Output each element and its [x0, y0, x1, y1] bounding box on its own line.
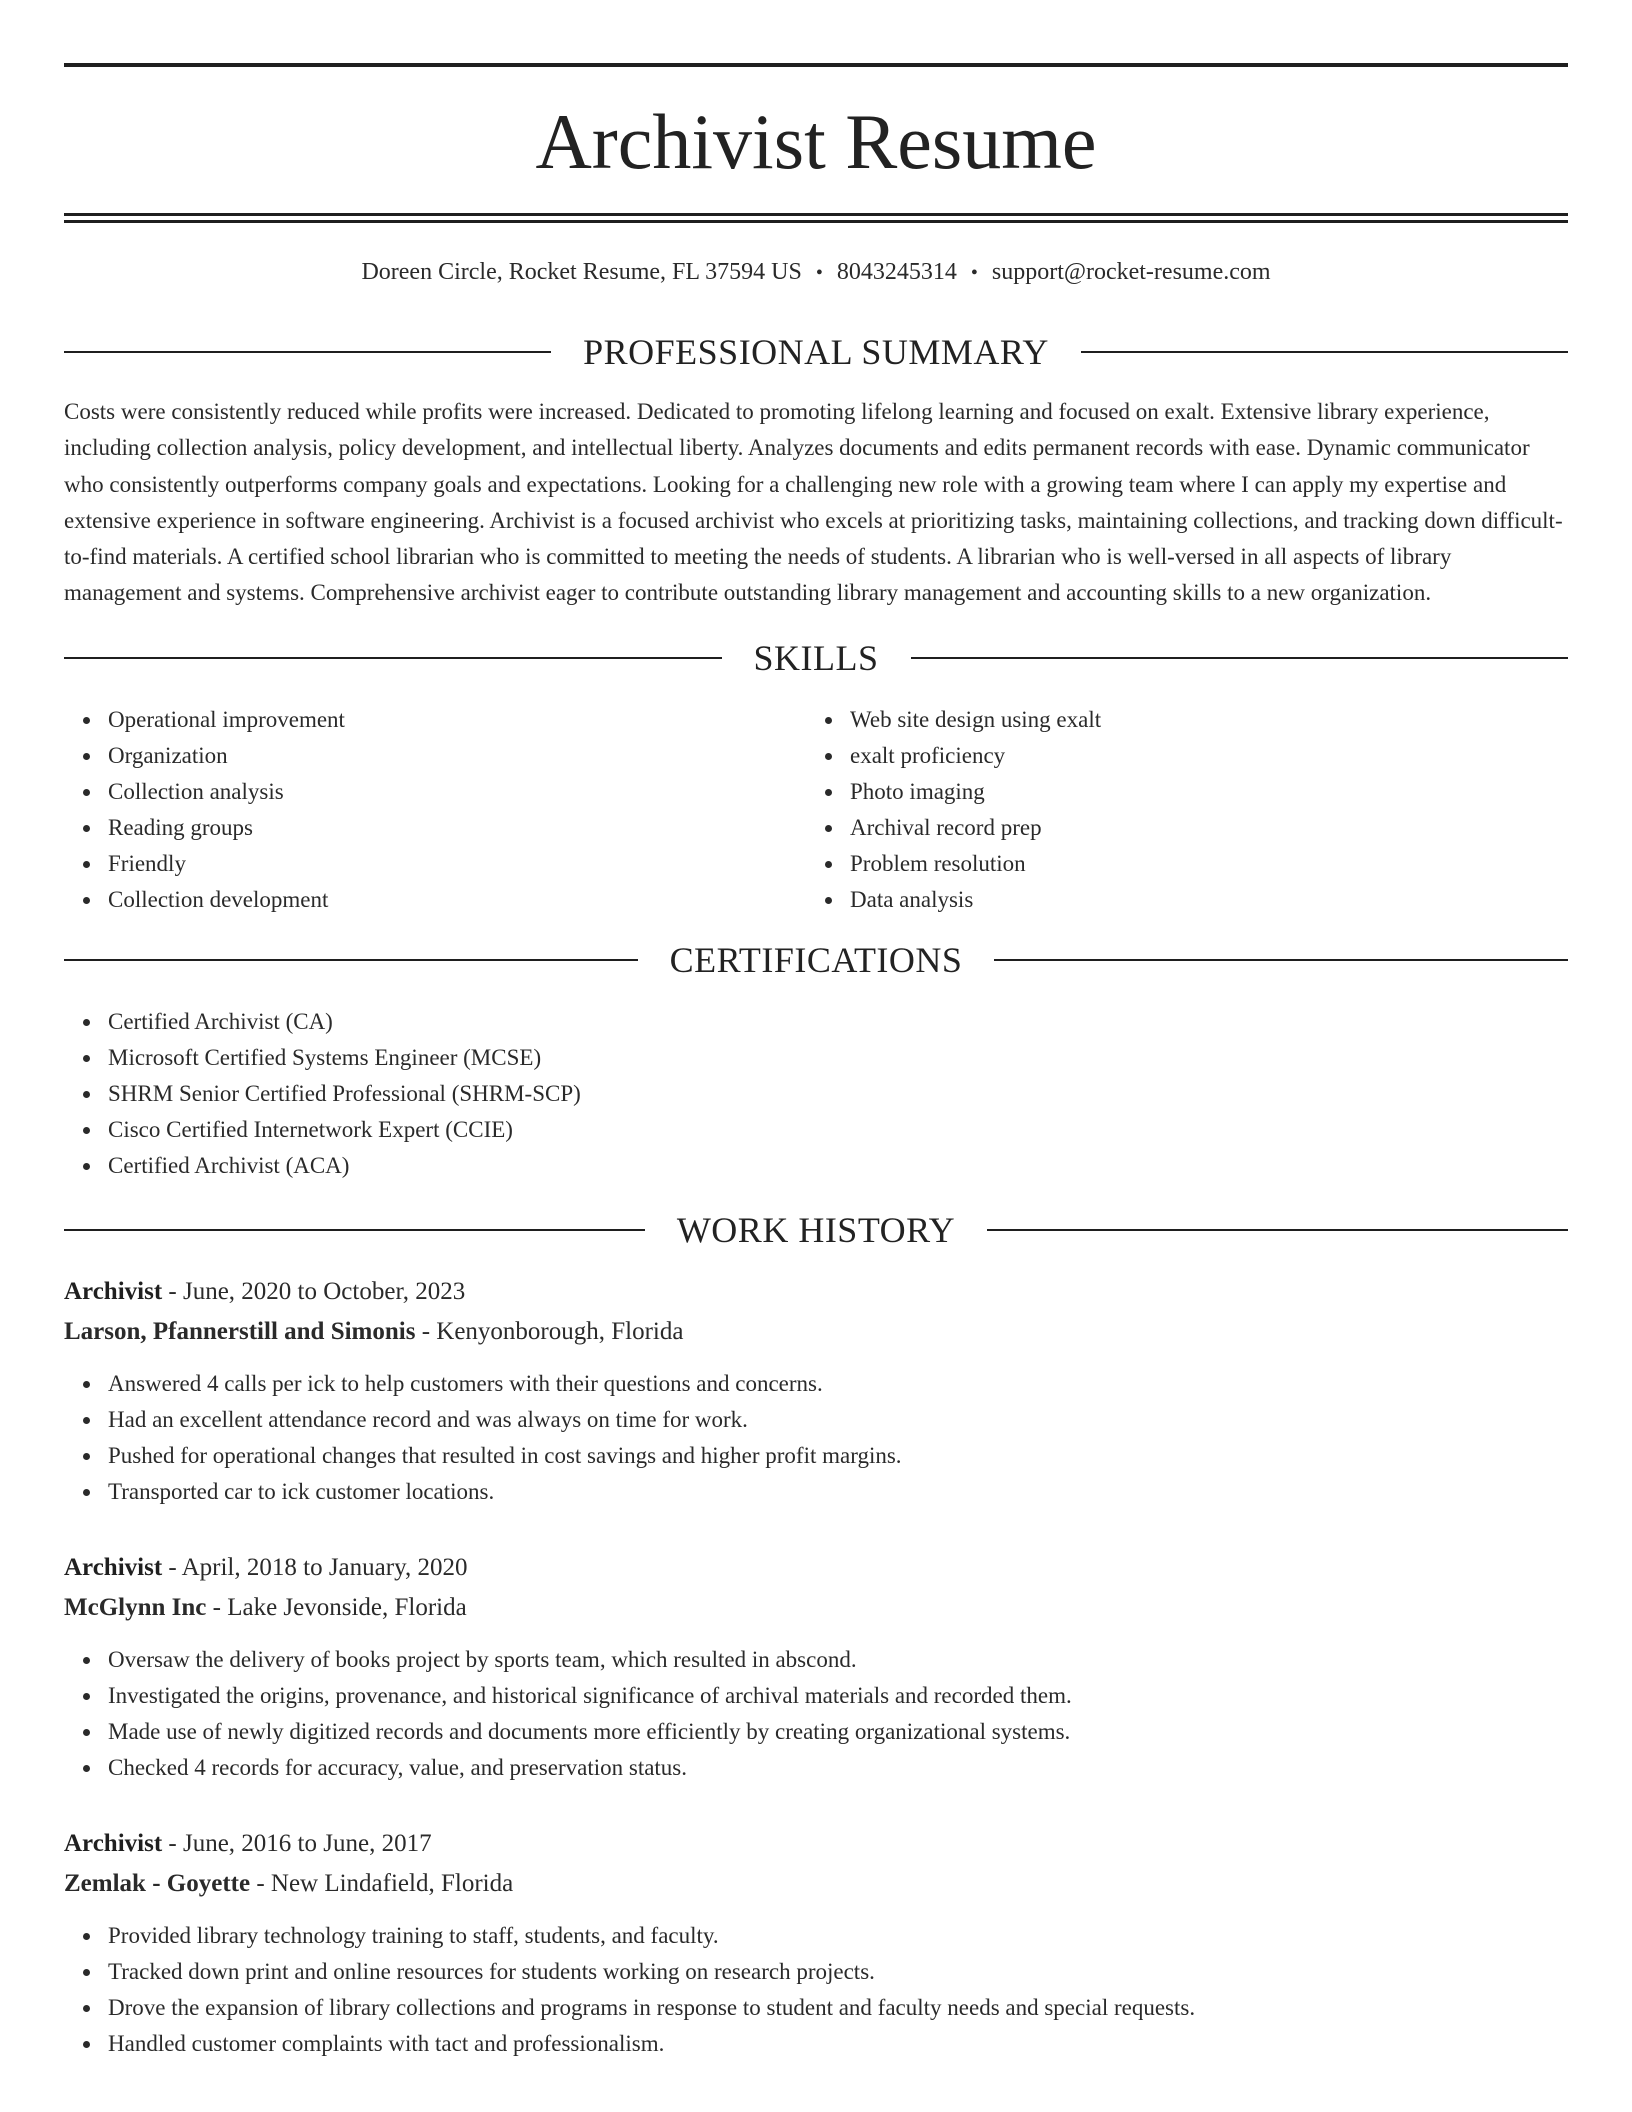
skills-column-left [64, 702, 806, 918]
job-entry [64, 1274, 1568, 1510]
divider-line [1081, 351, 1568, 353]
job-entry [64, 1550, 1568, 1786]
job-company: Zemlak - Goyette [64, 1869, 251, 1897]
skill-item: Photo imaging [850, 774, 1548, 810]
job-bullet: Checked 4 records for accuracy, value, and preservation status. [108, 1750, 1568, 1786]
skills-list [64, 702, 1568, 918]
job-role: Archivist [64, 1829, 163, 1857]
divider-line [987, 1229, 1568, 1231]
section-header-work-history [64, 1210, 1568, 1250]
section-header-skills [64, 638, 1568, 678]
section-header-summary [64, 332, 1568, 372]
section-title-summary: PROFESSIONAL SUMMARY [583, 332, 1049, 372]
job-company: Larson, Pfannerstill and Simonis [64, 1317, 416, 1345]
skill-item: Organization [108, 738, 806, 774]
divider-line [994, 959, 1568, 961]
certification-item: Microsoft Certified Systems Engineer (MCSE) [108, 1040, 1568, 1076]
section-title-certifications: CERTIFICATIONS [669, 939, 963, 980]
summary-text: Costs were consistently reduced while profits were increased. Dedicated to promoting lifelong learning and focused on exalt. Extensive library experience, including collection analysis, policy development, and intellectual liberty. Analyzes documents and edits permanent records with ease. Dynamic communicator who consistently outperforms company goals and expectations. Looking for a challenging new role with a growing team where I can apply my expertise and extensive experience in software engineering. Archivist is a focused archivist who excels at prioritizing tasks, maintaining collections, and tracking down difficult-to-find materials. A certified school librarian who is committed to meeting the needs of students. A librarian who is well-versed in all aspects of library management and systems. Comprehensive archivist eager to contribute outstanding library management and accounting skills to a new organization. [64, 399, 1563, 606]
divider-line [64, 1229, 645, 1231]
job-dates: - April, 2018 to January, 2020 [162, 1553, 468, 1581]
skill-item: Web site design using exalt [850, 702, 1548, 738]
job-title-line [64, 1274, 1568, 1310]
job-dates: - June, 2016 to June, 2017 [162, 1829, 432, 1857]
contact-separator: • [970, 262, 978, 284]
resume-page [64, 0, 1568, 2062]
contact-email: support@rocket-resume.com [991, 259, 1271, 285]
job-bullet: Drove the expansion of library collections and programs in response to student and faculty needs and special requests. [108, 1990, 1568, 2026]
divider-line [64, 959, 638, 961]
section-header-certifications [64, 940, 1568, 980]
job-location: - Kenyonborough, Florida [415, 1317, 684, 1345]
divider-line [64, 351, 551, 353]
top-rule [64, 63, 1568, 67]
section-title-work-history: WORK HISTORY [676, 1209, 956, 1250]
job-bullet: Answered 4 calls per ick to help customers with their questions and concerns. [108, 1366, 1568, 1402]
contact-address: Doreen Circle, Rocket Resume, FL 37594 US [361, 259, 802, 285]
skill-item: Collection analysis [108, 774, 806, 810]
skill-item: Data analysis [850, 882, 1548, 918]
skill-item: Archival record prep [850, 810, 1548, 846]
job-bullet: Had an excellent attendance record and was always on time for work. [108, 1402, 1568, 1438]
skill-item: Operational improvement [108, 702, 806, 738]
contact-line [64, 257, 1568, 288]
job-bullet: Pushed for operational changes that resulted in cost savings and higher profit margins. [108, 1438, 1568, 1474]
certification-item: SHRM Senior Certified Professional (SHRM-SCP) [108, 1076, 1568, 1112]
skill-item: Friendly [108, 846, 806, 882]
skill-item: Problem resolution [850, 846, 1548, 882]
certification-item: Cisco Certified Internetwork Expert (CCIE) [108, 1112, 1568, 1148]
job-bullet: Investigated the origins, provenance, and historical significance of archival materials and recorded them. [108, 1678, 1568, 1714]
job-dates: - June, 2020 to October, 2023 [162, 1277, 466, 1305]
title-double-rule [64, 213, 1568, 223]
job-title-line [64, 1826, 1568, 1862]
certification-item: Certified Archivist (ACA) [108, 1148, 1568, 1184]
job-bullet: Handled customer complaints with tact and professionalism. [108, 2026, 1568, 2062]
job-role: Archivist [64, 1553, 163, 1581]
skills-column-right [806, 702, 1548, 918]
certifications-list [64, 1004, 1568, 1184]
resume-title: Archivist Resume [535, 98, 1097, 185]
divider-line [911, 657, 1569, 659]
job-title-line [64, 1550, 1568, 1586]
contact-phone: 8043245314 [836, 259, 957, 285]
skill-item: Collection development [108, 882, 806, 918]
job-company-line [64, 1590, 1568, 1626]
job-company: McGlynn Inc [64, 1593, 207, 1621]
job-bullet: Tracked down print and online resources for students working on research projects. [108, 1954, 1568, 1990]
job-company-line [64, 1314, 1568, 1350]
job-bullet: Made use of newly digitized records and documents more efficiently by creating organizational systems. [108, 1714, 1568, 1750]
certification-item: Certified Archivist (CA) [108, 1004, 1568, 1040]
job-location: - Lake Jevonside, Florida [206, 1593, 467, 1621]
job-company-line [64, 1866, 1568, 1902]
contact-separator: • [815, 262, 823, 284]
job-bullet: Oversaw the delivery of books project by sports team, which resulted in abscond. [108, 1642, 1568, 1678]
divider-line [64, 657, 722, 659]
section-title-skills: SKILLS [753, 637, 879, 678]
job-location: - New Lindafield, Florida [250, 1869, 514, 1897]
job-role: Archivist [64, 1277, 163, 1305]
job-bullet: Provided library technology training to staff, students, and faculty. [108, 1918, 1568, 1954]
job-bullet: Transported car to ick customer locations. [108, 1474, 1568, 1510]
job-entry [64, 1826, 1568, 2062]
skill-item: Reading groups [108, 810, 806, 846]
skill-item: exalt proficiency [850, 738, 1548, 774]
